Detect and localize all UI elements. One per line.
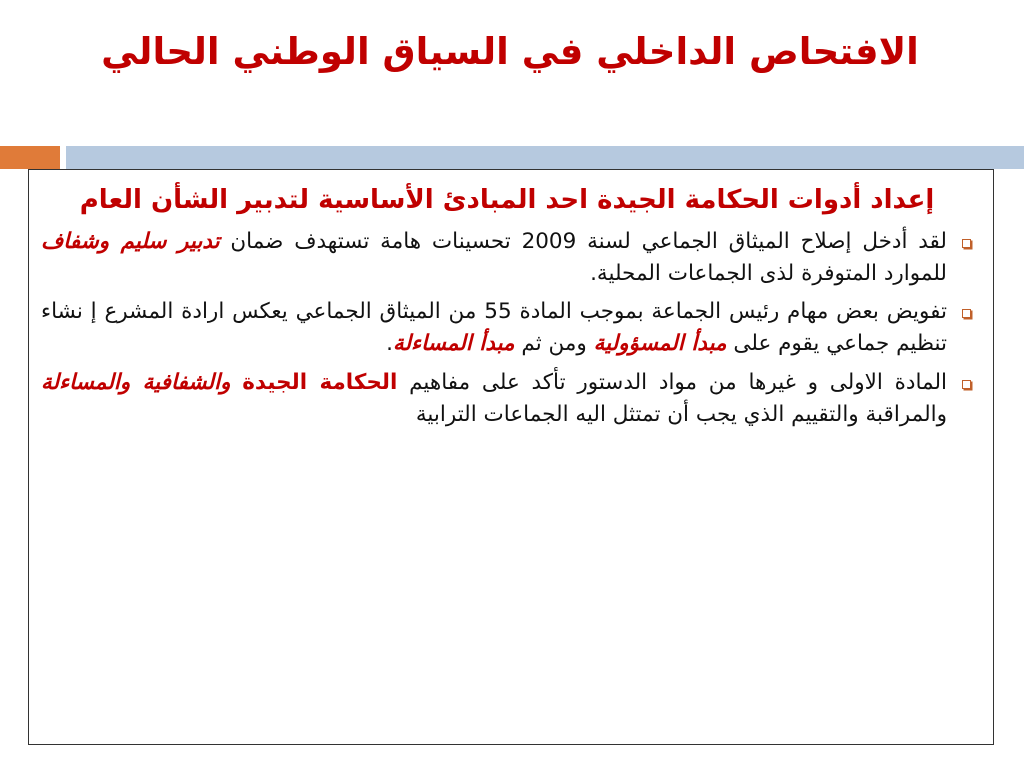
bullet-item-2 <box>41 296 973 361</box>
bullet-2-emphasis-a: مبدأ المسؤولية <box>593 331 727 357</box>
square-bullet-icon <box>962 309 971 318</box>
bullet-item-1 <box>41 226 973 291</box>
bullet-2-text-c: . <box>386 331 393 357</box>
bullet-1-text-b: للموارد المتوفرة لذى الجماعات المحلية. <box>590 260 947 286</box>
bullet-item-3 <box>41 367 973 432</box>
content-box <box>28 169 994 745</box>
header-band-blue <box>66 146 1024 169</box>
bullet-2-emphasis-b: مبدأ المساءلة <box>392 331 515 357</box>
bullet-list <box>41 226 973 432</box>
bullet-1-text-a: لقد أدخل إصلاح الميثاق الجماعي لسنة 2009 تحسينات هامة تستهدف ضمان <box>219 228 947 254</box>
slide-title: الافتحاص الداخلي في السياق الوطني الحالي <box>101 30 919 73</box>
bullet-3-text-b: والمراقبة والتقييم الذي يجب أن تمتثل اليه الجماعات الترابية <box>415 401 947 427</box>
bullet-3-emphasis: والشفافية والمساءلة <box>41 369 231 395</box>
square-bullet-icon <box>962 239 971 248</box>
square-bullet-icon <box>962 380 971 389</box>
bullet-2-text-b: ومن ثم <box>514 331 594 357</box>
bullet-1-emphasis: تدبير سليم وشفاف <box>41 228 220 254</box>
section-heading: إعداد أدوات الحكامة الجيدة احد المبادئ الأساسية لتدبير الشأن العام <box>79 185 935 215</box>
bullet-3-space <box>230 370 242 395</box>
bullet-2-text-a: تفويض بعض مهام رئيس الجماعة بموجب المادة 55 من الميثاق الجماعي يعكس ارادة المشرع إ نشاء تنظيم جماعي يقوم على <box>41 299 947 357</box>
bullet-3-text-a: المادة الاولى و غيرها من مواد الدستور تأكد على مفاهيم <box>397 369 947 395</box>
bullet-3-bold: الحكامة الجيدة <box>242 369 398 395</box>
header-band-orange <box>0 146 60 169</box>
